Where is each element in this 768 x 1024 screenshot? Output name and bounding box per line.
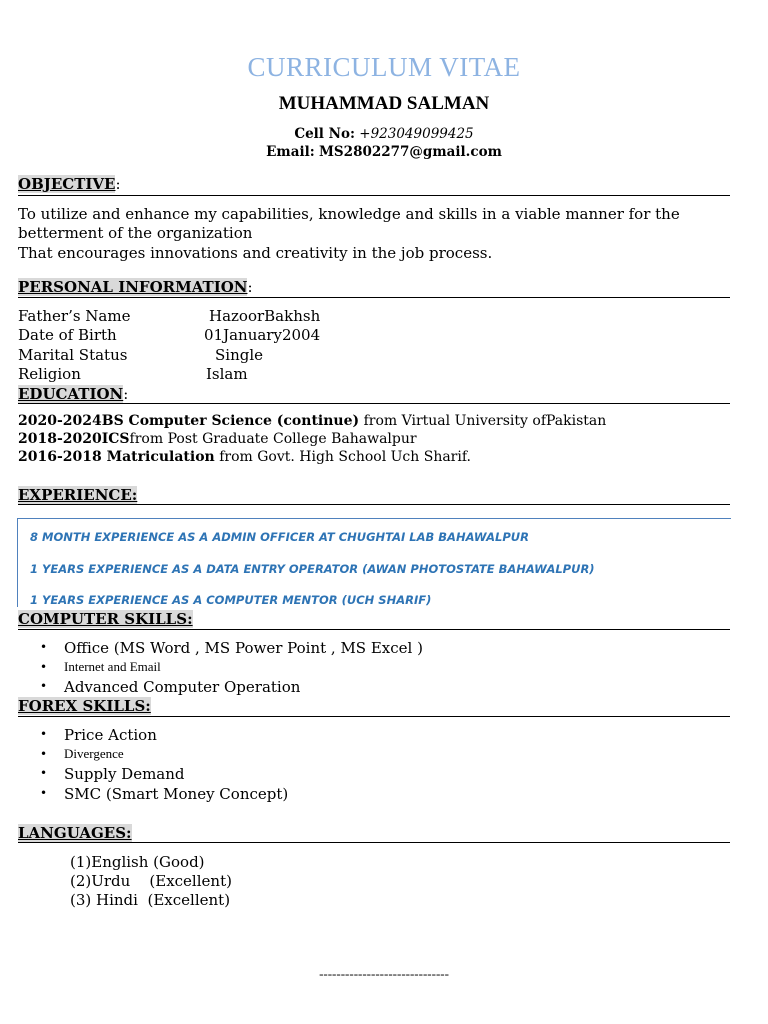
experience-item: 8 MONTH EXPERIENCE AS A ADMIN OFFICER AT CHUGHTAI LAB BAHAWALPUR (30, 530, 529, 544)
education-heading: EDUCATION (18, 385, 124, 403)
section-forex-skills (18, 697, 151, 715)
marital-status-value: Single (215, 346, 264, 364)
section-languages (18, 824, 132, 842)
personal-heading: PERSONAL INFORMATION (18, 278, 248, 296)
experience-item: 1 YEARS EXPERIENCE AS A COMPUTER MENTOR (UCH SHARIF) (30, 593, 432, 607)
forex-skills-heading: FOREX SKILLS: (18, 697, 151, 715)
bullet-icon: • (40, 640, 48, 654)
signature-line: ------------------------------ (319, 966, 449, 981)
candidate-name: MUHAMMAD SALMAN (278, 93, 490, 114)
objective-heading: OBJECTIVE (18, 175, 116, 193)
section-computer-skills (18, 610, 193, 628)
email-label: Email: (266, 144, 315, 160)
bullet-icon: • (40, 679, 48, 693)
education-item-institution: from Virtual University ofPakistan (359, 413, 607, 429)
email-line (0, 144, 768, 160)
forex-skills-rule (18, 716, 730, 717)
education-item (18, 431, 417, 447)
section-education (18, 385, 128, 403)
forex-skill-item: Supply Demand (64, 765, 185, 783)
bullet-icon: • (40, 766, 48, 780)
languages-rule (18, 842, 730, 843)
experience-heading: EXPERIENCE: (18, 486, 138, 504)
religion-label: Religion (18, 365, 81, 383)
fathers-name-value: HazoorBakhsh (209, 307, 321, 325)
fathers-name-label: Father’s Name (18, 307, 131, 325)
computer-skills-rule (18, 629, 730, 630)
education-item-institution: from Govt. High School Uch Sharif. (214, 449, 471, 465)
section-personal-information (18, 278, 253, 296)
bullet-icon: • (40, 786, 48, 800)
education-item (18, 413, 606, 429)
education-item-degree: 2018-2020ICS (18, 431, 130, 447)
personal-colon: : (247, 278, 253, 296)
objective-rule (18, 195, 730, 196)
bullet-icon: • (40, 660, 48, 674)
languages-heading: LANGUAGES: (18, 824, 132, 842)
computer-skill-item: Office (MS Word , MS Power Point , MS Excel ) (64, 639, 423, 657)
computer-skills-heading: COMPUTER SKILLS: (18, 610, 193, 628)
document-title: CURRICULUM VITAE (247, 52, 521, 82)
cell-label: Cell No: (294, 126, 355, 142)
education-colon: : (123, 385, 129, 403)
objective-colon: : (115, 175, 121, 193)
education-rule (18, 403, 730, 404)
section-objective (18, 175, 121, 193)
forex-skill-item: SMC (Smart Money Concept) (64, 785, 289, 803)
forex-skill-item: Price Action (64, 726, 157, 744)
date-of-birth-label: Date of Birth (18, 326, 117, 344)
cell-value: +923049099425 (359, 126, 474, 142)
cell-line (0, 126, 768, 142)
experience-rule (18, 504, 730, 505)
marital-status-label: Marital Status (18, 346, 128, 364)
bullet-icon: • (40, 747, 48, 761)
education-item-degree: 2016-2018 Matriculation (18, 449, 215, 465)
personal-rule (18, 297, 730, 298)
language-item: (3) Hindi (Excellent) (70, 891, 231, 909)
language-item: (2)Urdu (Excellent) (70, 872, 232, 890)
religion-value: Islam (206, 365, 248, 383)
experience-item: 1 YEARS EXPERIENCE AS A DATA ENTRY OPERATOR (AWAN PHOTOSTATE BAHAWALPUR) (30, 562, 595, 576)
bullet-icon: • (40, 727, 48, 741)
objective-line-2: betterment of the organization (18, 224, 253, 242)
date-of-birth-value: 01January2004 (204, 326, 321, 344)
education-item (18, 449, 471, 465)
forex-skill-item: Divergence (64, 746, 124, 761)
objective-line-3: That encourages innovations and creativity in the job process. (18, 244, 493, 262)
computer-skill-item: Advanced Computer Operation (64, 678, 301, 696)
education-item-institution: from Post Graduate College Bahawalpur (129, 431, 417, 447)
language-item: (1)English (Good) (70, 853, 205, 871)
objective-line-1: To utilize and enhance my capabilities, knowledge and skills in a viable manner for the (18, 205, 680, 223)
computer-skill-item: Internet and Email (64, 659, 161, 674)
email-value: MS2802277@gmail.com (318, 144, 502, 160)
education-item-degree: 2020-2024BS Computer Science (continue) (18, 413, 360, 429)
section-experience (18, 486, 137, 504)
